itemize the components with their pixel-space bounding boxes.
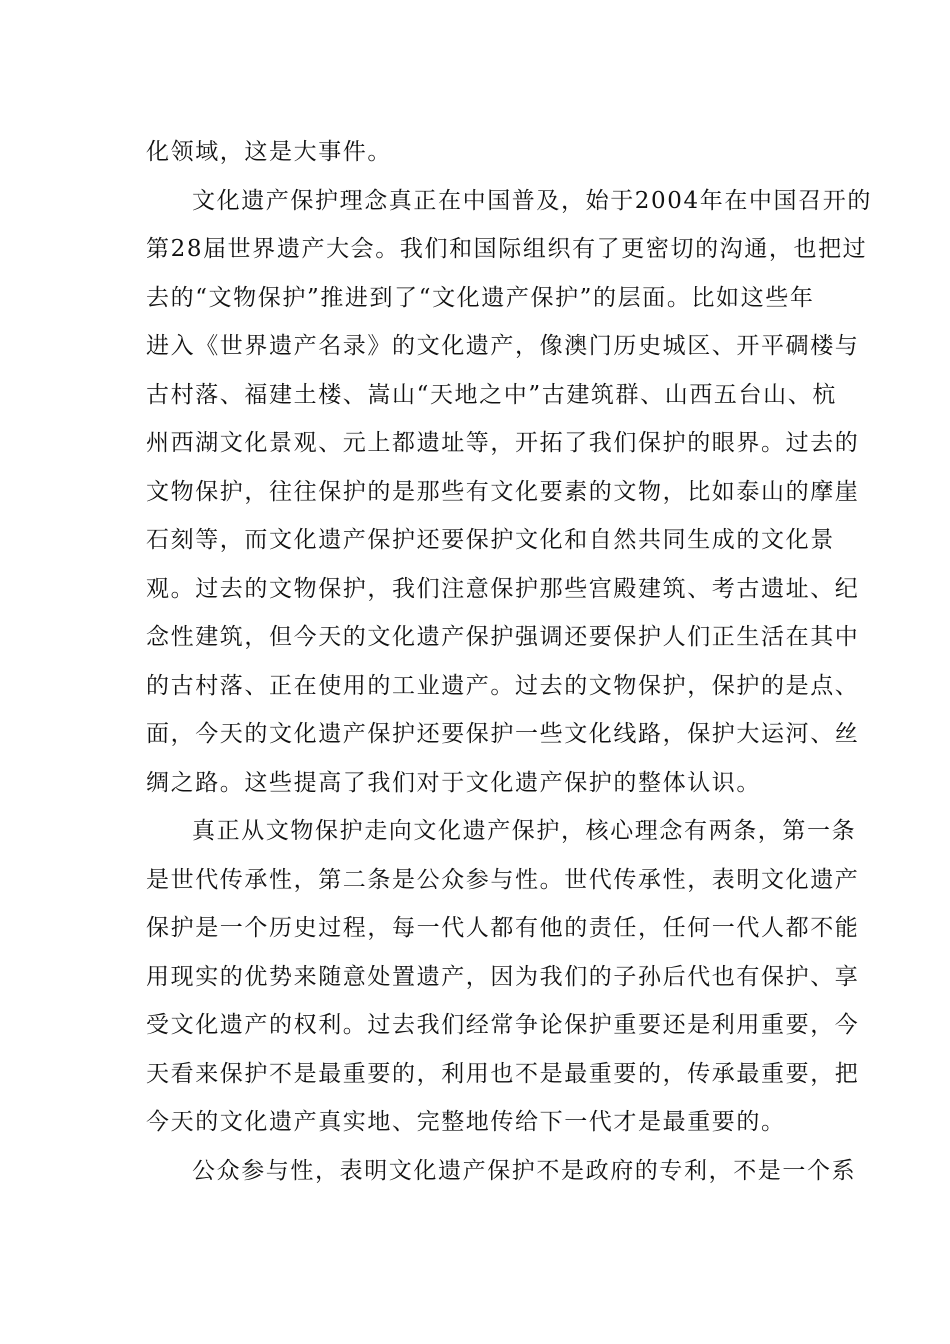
body-text [146,128,872,1195]
text-line: 面，今天的文化遗产保护还要保护一些文化线路，保护大运河、丝 [146,721,860,747]
text-line: 天看来保护不是最重要的，利用也不是最重要的，传承最重要，把 [146,1060,860,1087]
text-line: 的古村落、正在使用的工业遗产。过去的文物保护，保护的是点、 [146,672,860,699]
text-line: 第28届世界遗产大会。我们和国际组织有了更密切的沟通，也把过 [146,236,868,262]
text-line: 念性建筑，但今天的文化遗产保护强调还要保护人们正生活在其中 [146,624,860,650]
text-line: 观。过去的文物保护，我们注意保护那些宫殿建筑、考古遗址、纪 [146,575,860,602]
text-line: 用现实的优势来随意处置遗产，因为我们的子孙后代也有保护、享 [146,963,860,990]
text-line: 州西湖文化景观、元上都遗址等，开拓了我们保护的眼界。过去的 [146,430,860,456]
text-line: 真正从文物保护走向文化遗产保护，核心理念有两条，第一条 [192,818,857,844]
text-line: 绸之路。这些提高了我们对于文化遗产保护的整体认识。 [146,769,761,796]
text-line: 古村落、福建土楼、嵩山“天地之中”古建筑群、山西五台山、杭 [146,381,837,408]
text-line: 化领域，这是大事件。 [146,139,392,165]
text-line: 受文化遗产的权利。过去我们经常争论保护重要还是利用重要，今 [146,1012,860,1038]
text-line: 保护是一个历史过程，每一代人都有他的责任，任何一代人都不能 [146,915,860,941]
text-line: 进入《世界遗产名录》的文化遗产，像澳门历史城区、开平碉楼与 [146,333,860,359]
text-line: 石刻等，而文化遗产保护还要保护文化和自然共同生成的文化景 [146,527,835,553]
text-line: 去的“文物保护”推进到了“文化遗产保护”的层面。比如这些年 [146,284,815,311]
text-line: 文物保护，往往保护的是那些有文化要素的文物，比如泰山的摩崖 [146,478,860,505]
text-line: 文化遗产保护理念真正在中国普及，始于2004年在中国召开的 [192,187,872,214]
text-line: 公众参与性，表明文化遗产保护不是政府的专利，不是一个系 [192,1157,857,1184]
text-line: 是世代传承性，第二条是公众参与性。世代传承性，表明文化遗产 [146,866,860,893]
text-line: 今天的文化遗产真实地、完整地传给下一代才是最重要的。 [146,1109,786,1135]
